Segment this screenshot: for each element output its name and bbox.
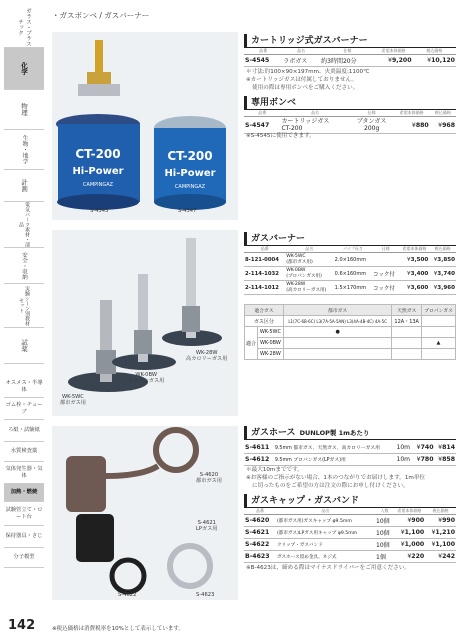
col-code: 品番 [244, 508, 276, 515]
product-spec: 約3時間20分 [320, 55, 375, 67]
sidebar-tab-glass[interactable] [4, 8, 44, 48]
product-name: (都市ガス用)ガスキャップ φ9.5mm [276, 515, 375, 527]
notes-gas-cap [246, 564, 410, 572]
label-s4621 [196, 520, 218, 532]
table-row [244, 454, 456, 466]
sidebar-sub-gas[interactable] [4, 462, 44, 484]
product-code: S-4545 [244, 55, 282, 67]
table-row [244, 442, 456, 454]
gas-compatibility-table [244, 304, 456, 360]
cartridge-burner-illustration [52, 32, 238, 220]
sidebar-tab-sets[interactable] [4, 284, 44, 328]
table-row [245, 327, 456, 338]
sidebar-tab-chemistry[interactable] [4, 48, 44, 90]
section-title-text: ガスバーナー [251, 234, 306, 244]
table-row [244, 55, 456, 67]
notes-cylinder [246, 132, 315, 140]
sidebar-sub-rubber[interactable] [4, 398, 44, 420]
table-row [244, 539, 456, 551]
caption-line: WK-5WC [62, 394, 84, 400]
table-cylinder [244, 110, 456, 134]
compat-cell: L1(7C-6B-6C) L3(7A-5A-5AN) L3(4A-4B-4C) 4A-5C [283, 316, 392, 327]
col-code: 品番 [244, 246, 285, 253]
burner3-body [182, 306, 200, 332]
compat-col: 都市ガス [283, 305, 392, 316]
cap-ring [156, 430, 196, 470]
product-price: ¥880 [394, 117, 430, 134]
col-unit: 入数 [375, 508, 394, 515]
product-code: B-4623 [244, 551, 276, 563]
sidebar-sub-label: 気体発生器・気体 [5, 466, 43, 479]
caption-line: LPガス用 [196, 526, 218, 532]
compat-cell: WK-5WC [258, 327, 284, 338]
label-s4620 [196, 472, 222, 484]
col-price: 希望本体価格 [394, 508, 425, 515]
note-line: ※カートリッジガスは付属しておりません。 [246, 77, 358, 83]
cap-s4621 [76, 514, 114, 562]
product-code: 8-121-0004 [244, 253, 285, 267]
price-value: 220 [411, 553, 425, 560]
table-row [244, 281, 456, 295]
section-title-gas-hose [244, 426, 456, 440]
label-wk28w [186, 350, 227, 362]
col-name: 品名 [285, 246, 333, 253]
notes-gas-hose [246, 466, 425, 490]
product-size: 2.0×160mm [334, 253, 372, 267]
col-tax-price: 税込価格 [430, 110, 456, 117]
compat-cell: ● [283, 327, 392, 338]
compat-cell: 適合 [245, 327, 258, 360]
col-tax-price: 税込価格 [413, 48, 456, 55]
section-title-text: ガスキャップ・ガスバンド [251, 496, 360, 506]
tax-price-value: 1,100 [435, 541, 455, 548]
can2-text-ct200: CT-200 [167, 149, 213, 163]
sidebar-tab-label: 安全・収納 [21, 251, 27, 280]
table-row [244, 527, 456, 539]
sidebar-tab-electric[interactable] [4, 202, 44, 248]
price-value: 740 [420, 444, 434, 451]
sidebar-tab-physics[interactable] [4, 90, 44, 130]
sidebar-tab-biology[interactable] [4, 130, 44, 170]
table-gas-hose [244, 442, 456, 466]
product-price: ¥3,500 [399, 253, 429, 267]
sidebar-sub-label: 水質検査薬 [10, 448, 38, 455]
sidebar-tab-measure[interactable] [4, 170, 44, 202]
table-row [244, 253, 456, 267]
caption-line: S-4621 [197, 520, 216, 526]
price-value: 780 [420, 456, 434, 463]
col-price: 希望本体価格 [375, 48, 413, 55]
product-tax-price: ¥1,100 [425, 539, 456, 551]
product-name: ガスホース留め金具、ネジ式 [276, 551, 375, 563]
product-price: ¥780 [413, 454, 434, 466]
product-price: ¥9,200 [375, 55, 413, 67]
sidebar-sub-stand[interactable] [4, 502, 44, 526]
product-tax-price: ¥10,120 [413, 55, 456, 67]
tax-price-value: 3,740 [437, 270, 455, 277]
product-name: クリップ・ガスバンド [276, 539, 375, 551]
product-price: ¥3,400 [399, 267, 429, 281]
spec-line: ブタンガス [356, 118, 387, 125]
clip-s4622 [112, 560, 144, 592]
product-spec [350, 117, 394, 134]
label-wk0bw [128, 372, 164, 384]
notes-cartridge [246, 68, 369, 92]
caption-line: 高カロリーガス用 [186, 356, 228, 362]
section-title-text: 専用ボンベ [251, 98, 297, 108]
name-line: CT-200 [281, 125, 303, 132]
sidebar-tab-label: 計測 [20, 179, 28, 192]
price-value: 900 [411, 517, 425, 524]
note-line: ＊寸法:約100×90×197mm、火炎温度:1100℃ [246, 69, 370, 75]
compat-cell: ▲ [421, 338, 455, 349]
section-title-gas-cap [244, 494, 456, 508]
compat-cell [283, 349, 392, 360]
product-tax-price: ¥242 [425, 551, 456, 563]
product-spec [372, 253, 399, 267]
section-title-gas-burner [244, 232, 456, 246]
caption-line: 都市ガス用 [60, 400, 86, 406]
sidebar-sub-holder[interactable] [4, 526, 44, 548]
product-code: S-4620 [244, 515, 276, 527]
sidebar-sub-heating[interactable] [4, 484, 44, 502]
sidebar-sub-label: 分子模型 [13, 554, 35, 561]
compat-cell [392, 349, 422, 360]
name-line: (都市ガス用) [286, 259, 313, 265]
cap-s4620 [66, 456, 106, 512]
table-row [244, 515, 456, 527]
can2-text-brand: CAMPINGAZ [174, 184, 206, 190]
tax-price-value: 242 [442, 553, 455, 560]
can-text-hipower: Hi-Power [72, 166, 124, 177]
burner2-body [134, 330, 152, 354]
sidebar-sub-label: ゴム栓・チューブ [5, 402, 43, 415]
price-value: 880 [415, 121, 429, 129]
label-wk5wc [60, 394, 86, 406]
note-line: 使用の際は専用ボンベをご購入ください。 [252, 85, 359, 91]
product-unit: 10個 [375, 539, 394, 551]
table-row [244, 117, 456, 134]
note-line: ※S-4545に使用できます。 [246, 133, 315, 139]
compat-cell [392, 338, 422, 349]
product-tax-price: ¥858 [435, 454, 456, 466]
can-text-ct200: CT-200 [75, 147, 121, 161]
gas-can [154, 128, 226, 202]
compat-col: 適合ガス [245, 305, 284, 316]
compat-cell [421, 316, 455, 327]
price-value: 1,000 [404, 541, 425, 548]
tax-price-value: 814 [442, 444, 455, 451]
col-code: 品番 [244, 48, 282, 55]
tax-price-value: 10,120 [431, 57, 455, 64]
label-s4547: S-4547 [178, 208, 197, 214]
compat-cell [421, 327, 455, 338]
col-name: 品名 [282, 48, 320, 55]
table-gas-cap [244, 508, 456, 563]
sidebar-tab-label: 電気パーツ素材・部品 [18, 202, 30, 247]
section-title-cylinder [244, 96, 456, 110]
sidebar [0, 0, 48, 600]
photo-cartridge-burner [52, 32, 238, 220]
footnote: ※税込価格は消費税率を10%として表示しています。 [52, 626, 184, 632]
product-code: 2-114-1012 [244, 281, 285, 295]
sidebar-tab-label: 化学 [20, 62, 28, 75]
compat-cell: WK-28W [258, 349, 284, 360]
name-line: WK-0BW [286, 268, 306, 273]
sidebar-sub-model[interactable] [4, 548, 44, 568]
compat-cell [283, 338, 392, 349]
product-name: ラボガス [282, 55, 320, 67]
label-s4545: S-4545 [90, 208, 109, 214]
caption-line: プロパンガス用 [128, 378, 165, 384]
sidebar-tab-reagent[interactable] [4, 328, 44, 364]
tax-price-value: 968 [442, 121, 455, 129]
product-price: ¥740 [413, 442, 434, 454]
sidebar-sub-label: 加熱・燃焼 [10, 489, 38, 496]
product-code: S-4611 [244, 442, 274, 454]
product-tax-price: ¥3,740 [429, 267, 456, 281]
compat-cell [421, 349, 455, 360]
product-code: S-4547 [244, 117, 280, 134]
tax-price-value: 3,850 [437, 256, 455, 263]
page-number: 142 [8, 618, 36, 633]
compat-cell: WK-0BW [258, 338, 284, 349]
product-name [285, 253, 333, 267]
label-s4622: S-4622 [118, 592, 137, 598]
product-tax-price: ¥968 [430, 117, 456, 134]
name-line: カートリッジガス [281, 118, 330, 125]
product-tax-price: ¥3,850 [429, 253, 456, 267]
product-price: ¥3,600 [399, 281, 429, 295]
table-gas-burner [244, 246, 456, 295]
section-title-cartridge [244, 34, 456, 48]
photo-gas-caps [52, 426, 238, 600]
table-cartridge [244, 48, 456, 67]
product-unit: 10m [396, 442, 414, 454]
spec-line: 200g [364, 125, 380, 132]
caption-line: WK-0BW [135, 372, 157, 378]
sidebar-tab-label: 生物・地学 [21, 135, 27, 164]
col-price: 希望本体価格 [394, 110, 430, 117]
product-price: ¥900 [394, 515, 425, 527]
col-spec: 仕様 [350, 110, 394, 117]
table-row [245, 349, 456, 360]
product-price: ¥220 [394, 551, 425, 563]
burner-can [58, 124, 140, 202]
sidebar-sub-label: ろ紙・試験紙 [8, 427, 40, 434]
sidebar-sub-osmes[interactable] [4, 376, 44, 398]
product-unit: 10個 [375, 527, 394, 539]
sidebar-tab-label: 試薬 [20, 339, 28, 352]
price-value: 3,400 [410, 270, 429, 277]
sidebar-sub-filter[interactable] [4, 420, 44, 442]
compat-cell [392, 327, 422, 338]
price-value: 3,500 [410, 256, 429, 263]
section-title-text: カートリッジ式ガスバーナー [251, 36, 368, 46]
col-spec: 仕様 [372, 246, 399, 253]
burner-collar [78, 84, 120, 96]
sidebar-sub-label: オスメス・半導体 [5, 380, 43, 393]
table-row [244, 551, 456, 563]
name-line: WK-5WC [286, 254, 306, 259]
product-code: S-4621 [244, 527, 276, 539]
sidebar-tab-safety[interactable] [4, 248, 44, 284]
band-s4623 [170, 546, 210, 586]
note-line: に切ったものをご希望の方は注文の際にお申し付けください。 [252, 483, 409, 489]
compat-cell: 12A・13A [392, 316, 422, 327]
sidebar-sub-water[interactable] [4, 442, 44, 462]
gas-burners-illustration [52, 230, 238, 416]
breadcrumb: ・ガスボンベ / ガスバーナー [52, 11, 150, 20]
caption-line: 都市ガス用 [196, 478, 222, 484]
col-name: 品名 [280, 110, 349, 117]
product-tax-price: ¥814 [435, 442, 456, 454]
product-size: 0.6×160mm [334, 267, 372, 281]
note-line: ＊最大10mまでです。 [246, 467, 303, 473]
product-tax-price: ¥3,960 [429, 281, 456, 295]
section-subtitle: DUNLOP製 1mあたり [299, 429, 370, 437]
col-tax-price: 税込価格 [429, 246, 456, 253]
product-tax-price: ¥990 [425, 515, 456, 527]
product-name: (都市ガス)LPガス用キャップ φ9.5mm [276, 527, 375, 539]
can-text-brand: CAMPINGAZ [82, 182, 114, 188]
product-unit: 10個 [375, 515, 394, 527]
col-size: パイプ長さ [334, 246, 372, 253]
product-spec: コック付 [372, 267, 399, 281]
sidebar-tab-label: 実験シーン別教材セット [18, 285, 30, 326]
compat-cell: ガス区分 [245, 316, 284, 327]
name-line: WK-28W [286, 282, 306, 287]
col-code: 品番 [244, 110, 280, 117]
name-line: (プロパンガス用) [286, 273, 322, 279]
can2-text-hipower: Hi-Power [164, 168, 216, 179]
product-unit: 1個 [375, 551, 394, 563]
compat-col: プロパンガス [421, 305, 455, 316]
col-spec: 仕様 [320, 48, 375, 55]
table-header [245, 305, 456, 316]
caption-line: WK-28W [195, 350, 218, 356]
tax-price-value: 1,210 [435, 529, 455, 536]
product-size: 1.5×170mm [334, 281, 372, 295]
sidebar-sub-label: 試験管立て・ロート台 [5, 507, 43, 520]
product-code: 2-114-1032 [244, 267, 285, 281]
note-line: ※お客様のご指示がない場合、1本のつながりでお届けします。1m単位 [246, 475, 426, 481]
tax-price-value: 858 [442, 456, 455, 463]
photo-gas-burners [52, 230, 238, 416]
product-name: 9.5mm プロパンガス(LPガス)用 [274, 454, 396, 466]
price-value: 1,100 [404, 529, 425, 536]
table-row [245, 338, 456, 349]
compat-col: 天然ガス [392, 305, 422, 316]
section-title-text: ガスホース [251, 428, 296, 438]
name-line: (高カロリーガス用) [286, 287, 327, 293]
product-unit: 10m [396, 454, 414, 466]
price-value: 3,600 [410, 284, 429, 291]
product-tax-price: ¥1,210 [425, 527, 456, 539]
product-price: ¥1,000 [394, 539, 425, 551]
tax-price-value: 990 [442, 517, 455, 524]
label-s4623: S-4623 [196, 592, 215, 598]
col-name: 品名 [276, 508, 375, 515]
cap-strap [106, 466, 158, 476]
product-name [280, 117, 349, 134]
product-name [285, 281, 333, 295]
note-line: ※B-4623は、締める際はマイナスドライバーをご用意ください。 [246, 565, 411, 571]
caption-line: S-4620 [199, 472, 219, 478]
table-row [245, 316, 456, 327]
product-code: S-4622 [244, 539, 276, 551]
table-row [244, 267, 456, 281]
product-code: S-4612 [244, 454, 274, 466]
product-spec: コック付 [372, 281, 399, 295]
col-price: 希望本体価格 [399, 246, 429, 253]
tax-price-value: 3,960 [437, 284, 455, 291]
product-price: ¥1,100 [394, 527, 425, 539]
col-tax-price: 税込価格 [425, 508, 456, 515]
price-value: 9,200 [391, 57, 412, 64]
sidebar-tab-label: ガラス・プラスチック [17, 8, 31, 47]
sidebar-tab-label: 物理 [20, 103, 28, 116]
sidebar-sub-label: 保持器具・さじ [5, 533, 43, 540]
product-name [285, 267, 333, 281]
product-name: 9.5mm 都市ガス、天然ガス、高カロリーガス用 [274, 442, 396, 454]
gas-caps-illustration [52, 426, 238, 600]
